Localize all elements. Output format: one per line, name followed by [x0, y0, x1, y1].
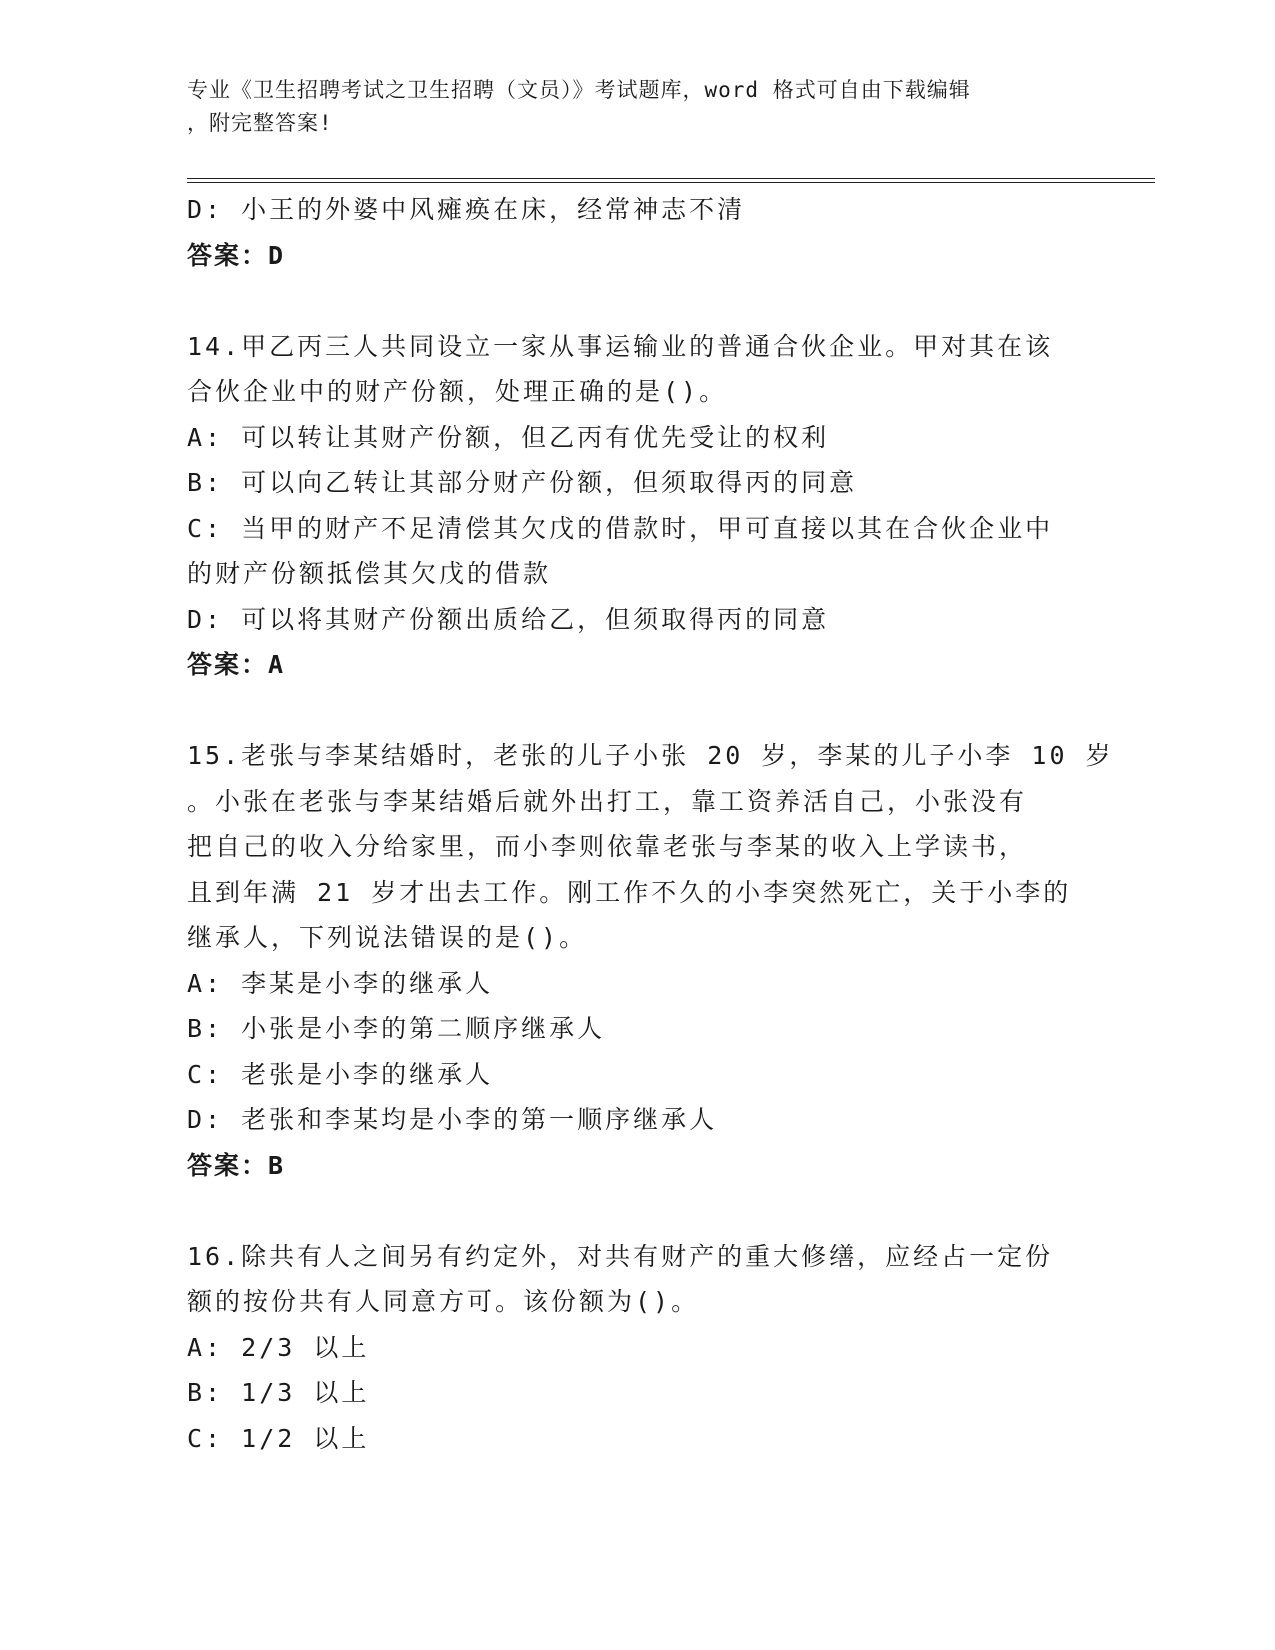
q14-stem-line-2: 合伙企业中的财产份额，处理正确的是()。: [187, 377, 728, 406]
question-content: [187, 187, 1114, 1461]
q15-stem-line-3: 把自己的收入分给家里，而小李则依靠老张与李某的收入上学读书，: [187, 832, 1028, 861]
q15-option-b: B: 小张是小李的第二顺序继承人: [187, 1014, 606, 1043]
q16-option-b: B: 1/3 以上: [187, 1378, 370, 1407]
q15-answer: 答案：B: [187, 1150, 286, 1180]
q15-stem-line-5: 继承人，下列说法错误的是()。: [187, 923, 588, 952]
q14-option-d: D: 可以将其财产份额出质给乙，但须取得丙的同意: [187, 604, 830, 634]
header-divider-bottom: [187, 182, 1155, 183]
q14-answer: 答案：A: [187, 650, 286, 679]
spacer: [187, 688, 1067, 734]
prev-answer: 答案：D: [187, 240, 286, 270]
spacer: [187, 278, 1067, 324]
q16-stem-line-2: 额的按份共有人同意方可。该份额为()。: [187, 1287, 700, 1316]
q16-stem-line-1: 16.除共有人之间另有约定外，对共有财产的重大修缮，应经占一定份: [187, 1241, 1054, 1271]
q14-option-a: A: 可以转让其财产份额，但乙丙有优先受让的权利: [187, 422, 830, 452]
q15-stem-line-2: 。小张在老张与李某结婚后就外出打工，靠工资养活自己，小张没有: [187, 786, 1028, 816]
q15-option-d: D: 老张和李某均是小李的第一顺序继承人: [187, 1105, 718, 1134]
q14-option-b: B: 可以向乙转让其部分财产份额，但须取得丙的同意: [187, 468, 858, 497]
spacer: [187, 1188, 1067, 1234]
q16-option-a: A: 2/3 以上: [187, 1332, 370, 1362]
q14-stem-line-1: 14.甲乙丙三人共同设立一家从事运输业的普通合伙企业。甲对其在该: [187, 331, 1054, 361]
header-line-2: ，附完整答案!: [187, 111, 333, 135]
q14-option-c-line-2: 的财产份额抵偿其欠戊的借款: [187, 559, 552, 588]
q15-stem-line-4: 且到年满 21 岁才出去工作。刚工作不久的小李突然死亡，关于小李的: [187, 877, 1072, 907]
q14-option-c-line-1: C: 当甲的财产不足清偿其欠戊的借款时，甲可直接以其在合伙企业中: [187, 513, 1054, 543]
q15-stem-line-1: 15.老张与李某结婚时，老张的儿子小张 20 岁，李某的儿子小李 10 岁: [187, 741, 1114, 770]
q15-option-c: C: 老张是小李的继承人: [187, 1059, 494, 1089]
prev-option-d: D: 小王的外婆中风瘫痪在床，经常神志不清: [187, 195, 746, 224]
document-header: [187, 74, 1067, 140]
header-divider-top: [187, 178, 1155, 179]
q16-option-c: C: 1/2 以上: [187, 1423, 370, 1453]
q15-option-a: A: 李某是小李的继承人: [187, 968, 494, 998]
header-line-1: 专业《卫生招聘考试之卫生招聘（文员）》考试题库，word 格式可自由下载编辑: [187, 78, 971, 102]
